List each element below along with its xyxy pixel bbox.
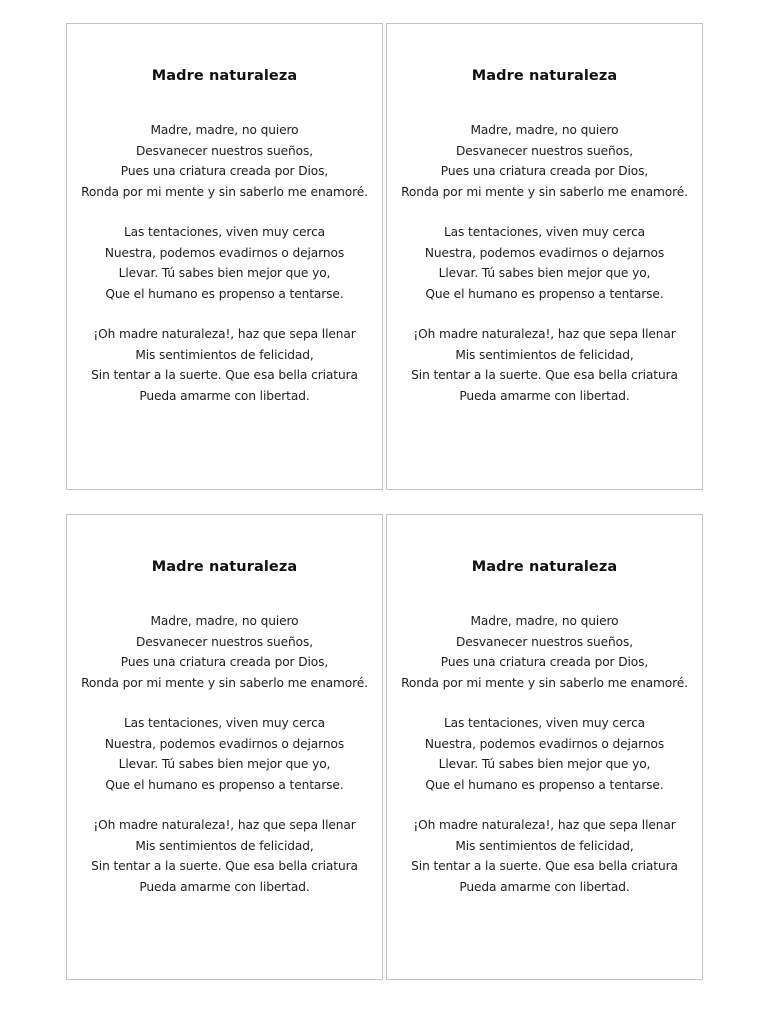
verse-line: Las tentaciones, viven muy cerca [443, 225, 646, 239]
stanza [387, 611, 702, 693]
verse-line: Mis sentimientos de felicidad, [135, 838, 314, 853]
poem-card [66, 23, 383, 490]
verse-line: Ronda por mi mente y sin saberlo me enamoré. [81, 184, 368, 199]
verse-line: Pueda amarme con libertad. [139, 388, 310, 403]
verse-line: Nuestra, podemos evadirnos o dejarnos [424, 245, 665, 260]
poem-title: Madre naturaleza [471, 68, 618, 84]
verse-line: Sin tentar a la suerte. Que esa bella criatura [411, 368, 678, 382]
stanza [387, 222, 702, 304]
verse-line: Pueda amarme con libertad. [459, 879, 630, 894]
verse-line: Llevar. Tú sabes bien mejor que yo, [118, 266, 331, 280]
verse-line: Mis sentimientos de felicidad, [455, 347, 634, 362]
verse-line: Que el humano es propenso a tentarse. [425, 777, 664, 792]
verse-line: Sin tentar a la suerte. Que esa bella criatura [411, 859, 678, 873]
verse-line: Ronda por mi mente y sin saberlo me enamoré. [401, 675, 688, 690]
verse-line: Mis sentimientos de felicidad, [455, 838, 634, 853]
verse-line: Desvanecer nuestros sueños, [456, 634, 633, 649]
verse-line: Nuestra, podemos evadirnos o dejarnos [104, 736, 345, 751]
verse-line: Madre, madre, no quiero [470, 614, 619, 628]
verse-line: Llevar. Tú sabes bien mejor que yo, [438, 757, 651, 771]
poem-body [387, 611, 702, 917]
verse-line: ¡Oh madre naturaleza!, haz que sepa llenar [93, 327, 356, 341]
poem-body [387, 120, 702, 426]
verse-line: Las tentaciones, viven muy cerca [443, 716, 646, 730]
stanza [67, 611, 382, 693]
verse-line: Sin tentar a la suerte. Que esa bella criatura [91, 859, 358, 873]
poem-title: Madre naturaleza [151, 559, 298, 575]
stanza [387, 815, 702, 897]
verse-line: Que el humano es propenso a tentarse. [425, 286, 664, 301]
verse-line: Nuestra, podemos evadirnos o dejarnos [104, 245, 345, 260]
poem-card [66, 514, 383, 980]
stanza [67, 222, 382, 304]
stanza [387, 120, 702, 202]
stanza [67, 324, 382, 406]
verse-line: ¡Oh madre naturaleza!, haz que sepa llenar [413, 818, 676, 832]
stanza [67, 120, 382, 202]
verse-line: Pues una criatura creada por Dios, [120, 655, 329, 669]
poem-title: Madre naturaleza [151, 68, 298, 84]
verse-line: ¡Oh madre naturaleza!, haz que sepa llenar [93, 818, 356, 832]
verse-line: Llevar. Tú sabes bien mejor que yo, [118, 757, 331, 771]
verse-line: ¡Oh madre naturaleza!, haz que sepa llenar [413, 327, 676, 341]
stanza [387, 713, 702, 795]
poem-body [67, 120, 382, 426]
verse-line: Pues una criatura creada por Dios, [440, 655, 649, 669]
poem-body [67, 611, 382, 917]
verse-line: Ronda por mi mente y sin saberlo me enamoré. [81, 675, 368, 690]
verse-line: Pues una criatura creada por Dios, [120, 164, 329, 178]
poem-card [386, 23, 703, 490]
verse-line: Desvanecer nuestros sueños, [456, 143, 633, 158]
verse-line: Mis sentimientos de felicidad, [135, 347, 314, 362]
verse-line: Desvanecer nuestros sueños, [136, 143, 313, 158]
stanza [387, 324, 702, 406]
verse-line: Llevar. Tú sabes bien mejor que yo, [438, 266, 651, 280]
verse-line: Las tentaciones, viven muy cerca [123, 225, 326, 239]
verse-line: Madre, madre, no quiero [150, 123, 299, 137]
verse-line: Madre, madre, no quiero [470, 123, 619, 137]
poem-title: Madre naturaleza [471, 559, 618, 575]
verse-line: Que el humano es propenso a tentarse. [105, 777, 344, 792]
verse-line: Madre, madre, no quiero [150, 614, 299, 628]
verse-line: Pueda amarme con libertad. [139, 879, 310, 894]
stanza [67, 713, 382, 795]
verse-line: Las tentaciones, viven muy cerca [123, 716, 326, 730]
verse-line: Sin tentar a la suerte. Que esa bella criatura [91, 368, 358, 382]
verse-line: Nuestra, podemos evadirnos o dejarnos [424, 736, 665, 751]
verse-line: Desvanecer nuestros sueños, [136, 634, 313, 649]
stanza [67, 815, 382, 897]
verse-line: Pues una criatura creada por Dios, [440, 164, 649, 178]
verse-line: Pueda amarme con libertad. [459, 388, 630, 403]
verse-line: Ronda por mi mente y sin saberlo me enamoré. [401, 184, 688, 199]
verse-line: Que el humano es propenso a tentarse. [105, 286, 344, 301]
poem-card [386, 514, 703, 980]
